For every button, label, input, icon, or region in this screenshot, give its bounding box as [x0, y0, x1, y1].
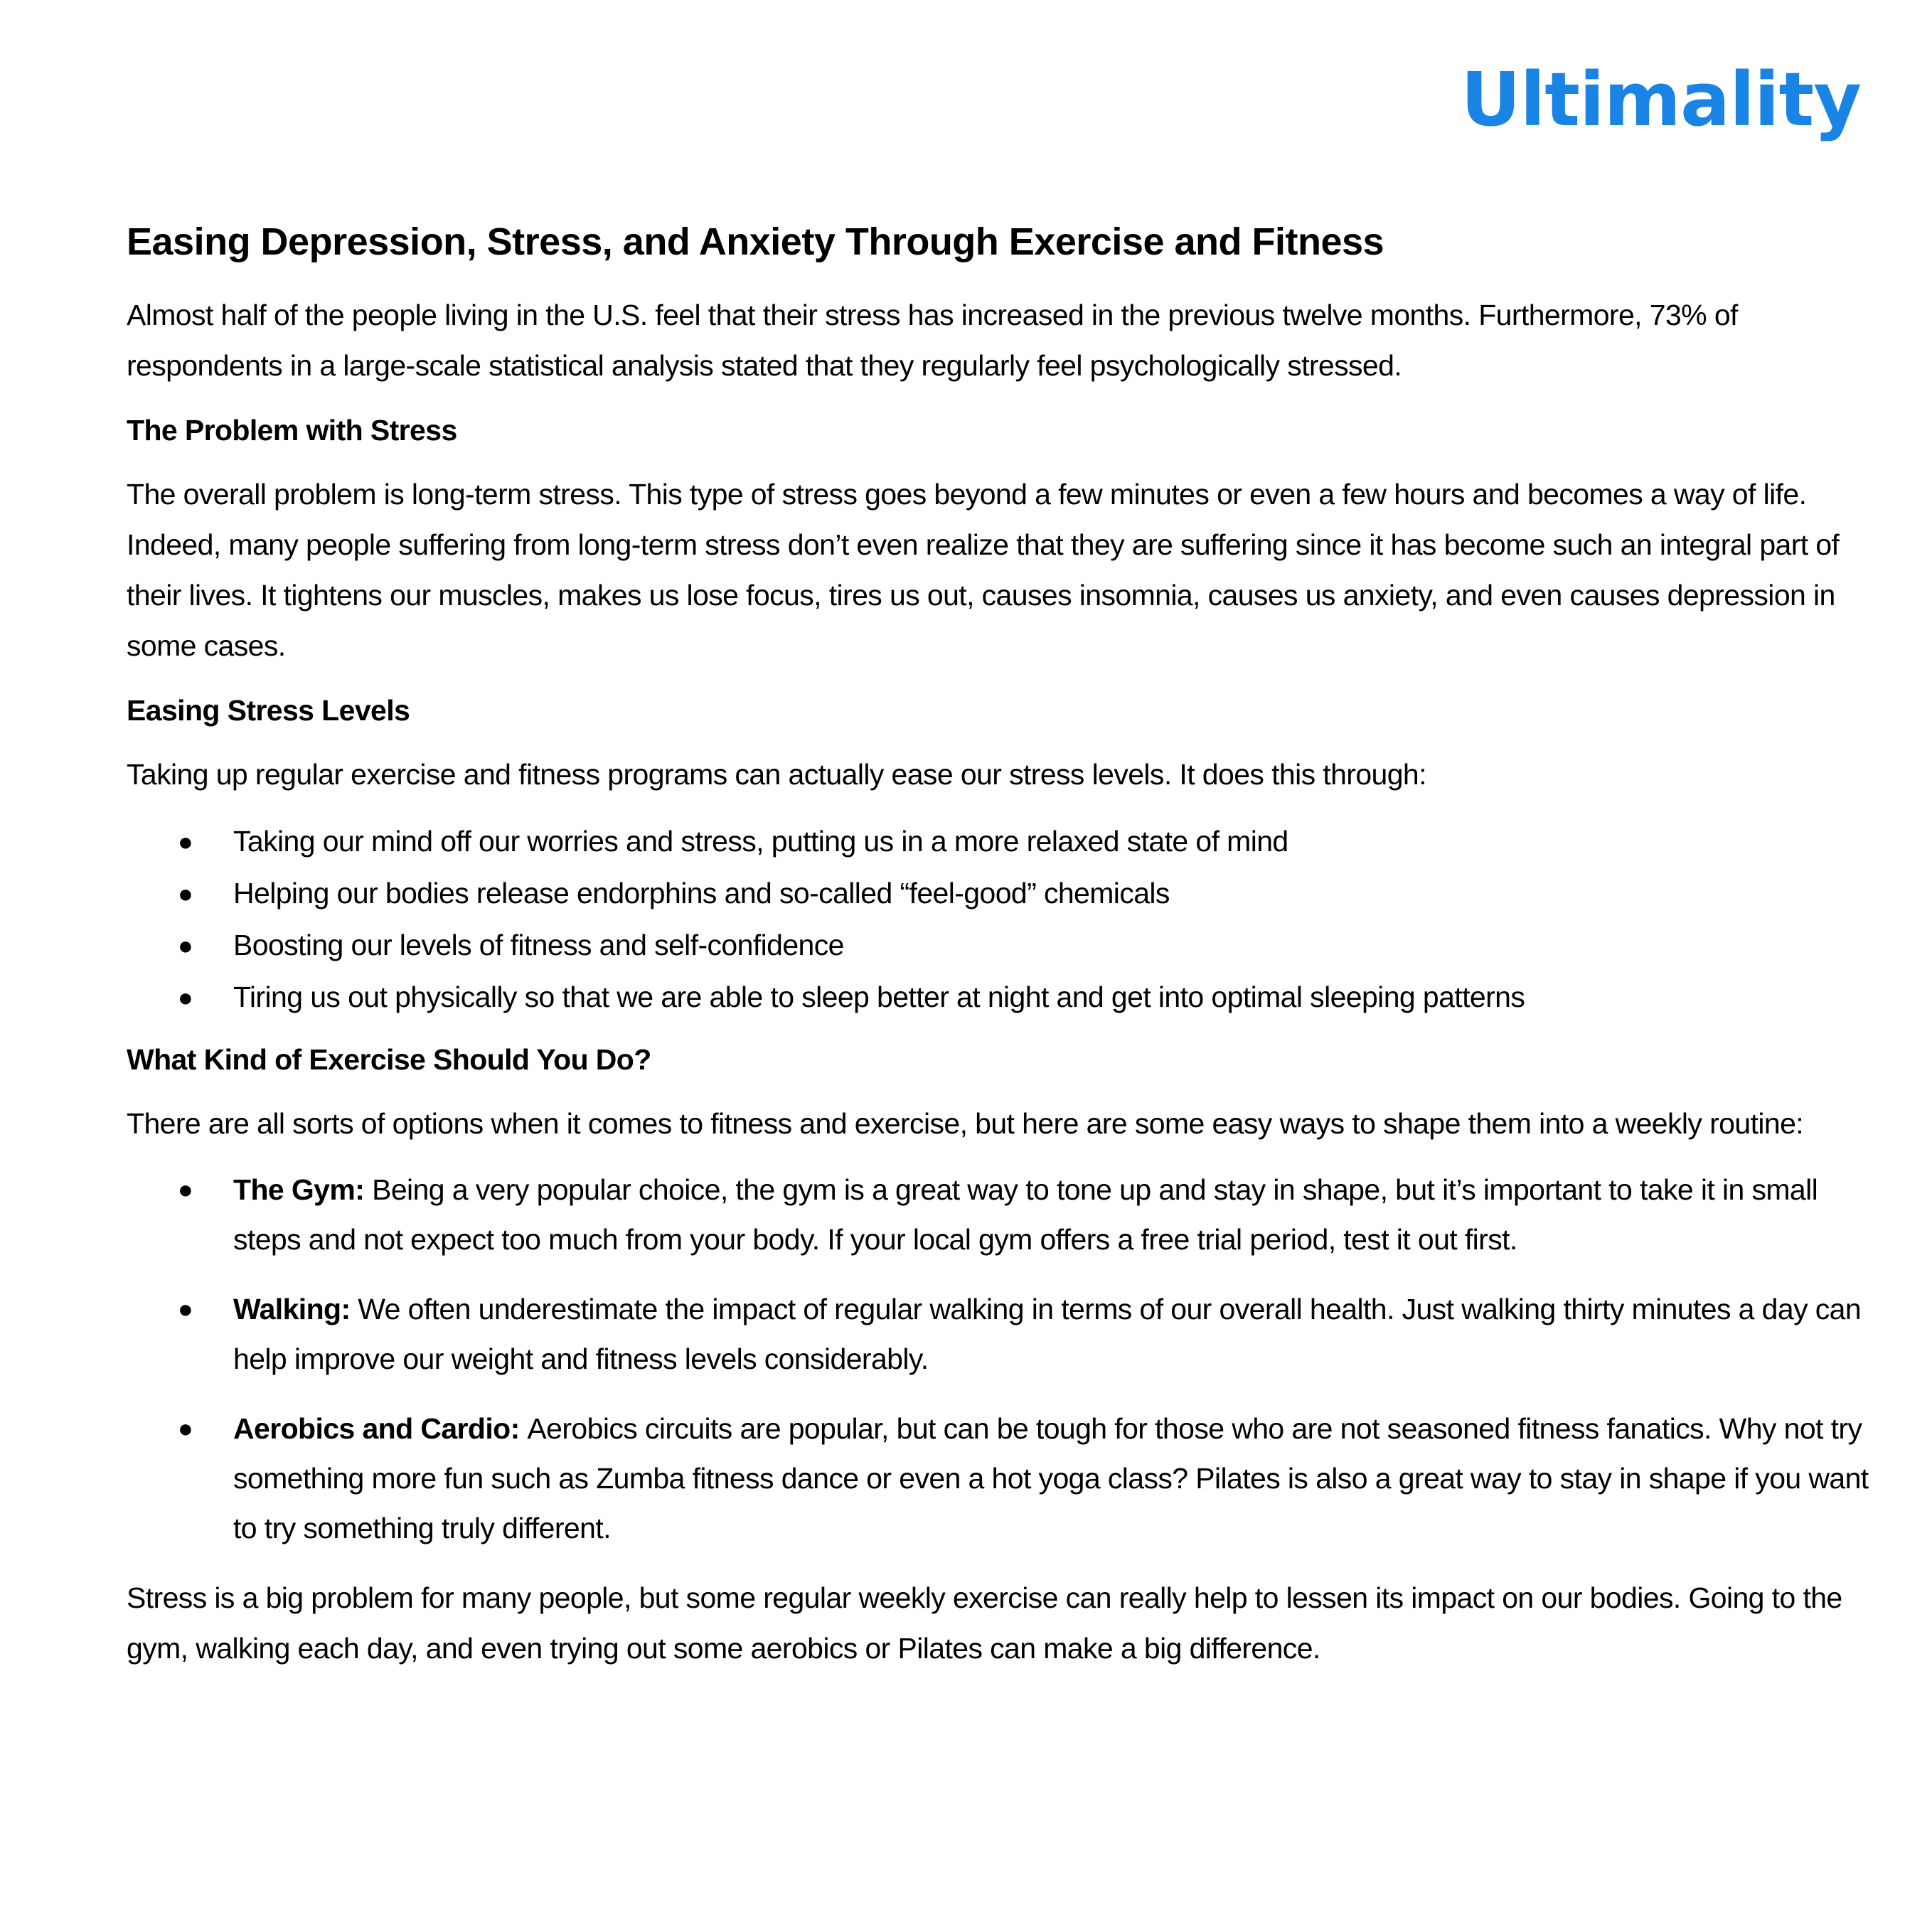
- list-item: [127, 868, 1869, 919]
- bullet-icon: ●: [178, 931, 193, 960]
- bullet-icon: ●: [178, 827, 193, 856]
- list-item: [127, 1165, 1869, 1264]
- list-item-text: Taking our mind off our worries and stress, putting us in a more relaxed state of mind: [233, 825, 1288, 858]
- list-item-text: Tiring us out physically so that we are able to sleep better at night and get into optimal sleeping patterns: [233, 981, 1525, 1013]
- document-body: [127, 213, 1869, 1690]
- list-item-text: Boosting our levels of fitness and self-confidence: [233, 929, 844, 961]
- option-text: We often underestimate the impact of regular walking in terms of our overall health. Just walking thirty minutes a day can help improve our weight and fitness levels considerably.: [233, 1293, 1862, 1375]
- bullet-icon: ●: [178, 1414, 193, 1443]
- list-item: [127, 1284, 1869, 1384]
- list-item-text: Helping our bodies release endorphins and so-called “feel-good” chemicals: [233, 877, 1170, 909]
- bullet-icon: ●: [178, 879, 193, 908]
- section-heading-problem: The Problem with Stress: [127, 414, 457, 447]
- list-item: [127, 971, 1869, 1023]
- option-text: Being a very popular choice, the gym is a great way to tone up and stay in shape, but it’s important to take it in small steps and not expect too much from your body. If your local gym offers a free trial period, test it out first.: [233, 1173, 1818, 1256]
- intro-paragraph: Almost half of the people living in the U.S. feel that their stress has increased in the previous twelve months. Furthermore, 73% of respondents in a large-scale statistical analysis stated that they regularly feel psychologically stressed.: [127, 299, 1738, 382]
- exercise-options-list: [127, 1165, 1869, 1553]
- section-body-exercise: There are all sorts of options when it comes to fitness and exercise, but here are some easy ways to shape them into a weekly routine:: [127, 1107, 1804, 1140]
- section-heading-easing: Easing Stress Levels: [127, 694, 410, 727]
- bullet-icon: ●: [178, 1175, 193, 1204]
- bullet-icon: ●: [178, 983, 193, 1012]
- option-label: Aerobics and Cardio:: [233, 1412, 528, 1445]
- conclusion-paragraph: Stress is a big problem for many people, but some regular weekly exercise can really help to lessen its impact on our bodies. Going to the gym, walking each day, and even trying out some aerobics or Pilates can make a big difference.: [127, 1581, 1842, 1665]
- option-text: Aerobics circuits are popular, but can be tough for those who are not seasoned fitness fanatics. Why not try something more fun such as Zumba fitness dance or even a hot yoga class? Pilates is also a great way to stay in shape if you want to try something truly different.: [233, 1412, 1869, 1544]
- option-label: Walking:: [233, 1293, 358, 1325]
- document-title: Easing Depression, Stress, and Anxiety Through Exercise and Fitness: [127, 220, 1384, 263]
- option-label: The Gym:: [233, 1173, 373, 1206]
- list-item: [127, 1404, 1869, 1553]
- section-body-problem: The overall problem is long-term stress. This type of stress goes beyond a few minutes or even a few hours and becomes a way of life. Indeed, many people suffering from long-term stress don’t even realize that they are suffering since it has become such an integral part of their lives. It tightens our muscles, makes us lose focus, tires us out, causes insomnia, causes us anxiety, and even causes depression in some cases.: [127, 478, 1840, 662]
- benefits-list: [127, 816, 1869, 1023]
- section-heading-exercise: What Kind of Exercise Should You Do?: [127, 1043, 651, 1076]
- brand-logo: Ultimality: [1461, 56, 1861, 143]
- list-item: [127, 919, 1869, 971]
- list-item: [127, 816, 1869, 868]
- bullet-icon: ●: [178, 1294, 193, 1323]
- section-body-easing: Taking up regular exercise and fitness programs can actually ease our stress levels. It does this through:: [127, 758, 1426, 791]
